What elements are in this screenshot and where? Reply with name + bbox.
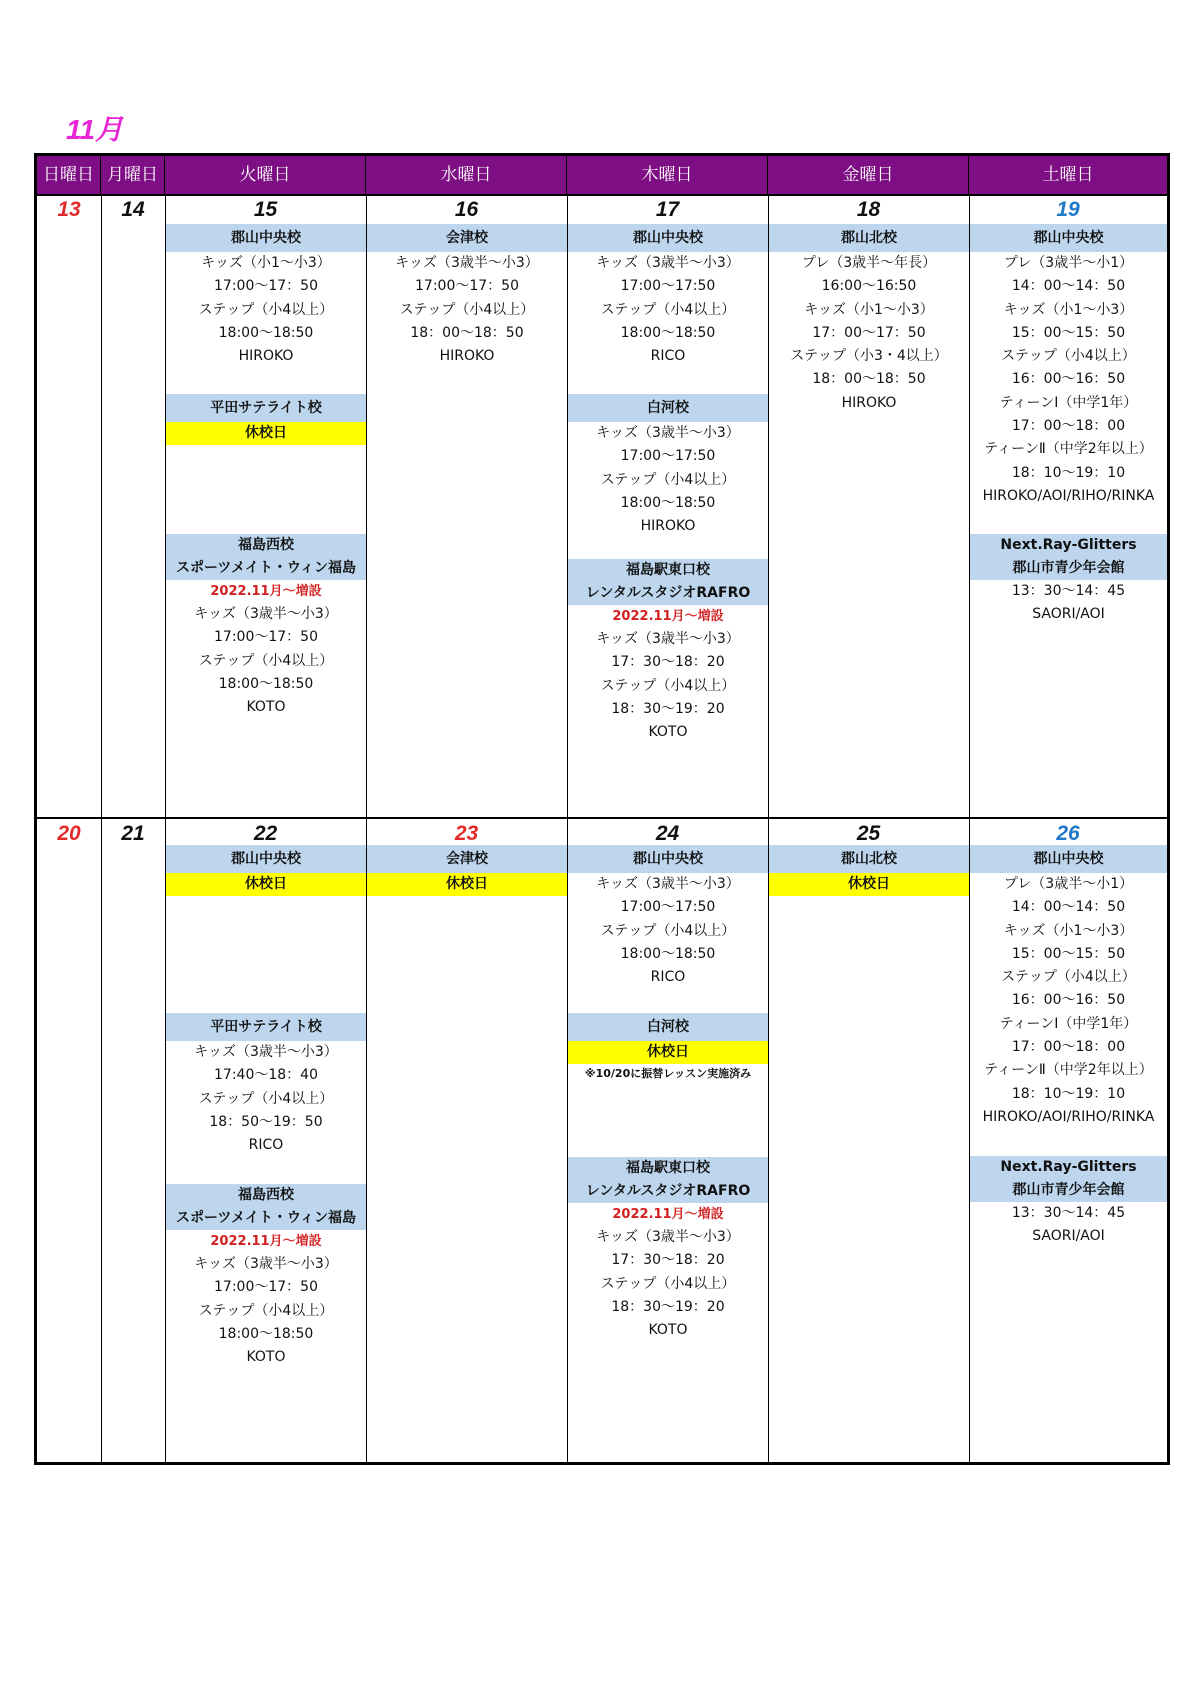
day-number-tue: 15 xyxy=(253,198,278,221)
schedule-line: 17:00～17:50 xyxy=(620,448,716,465)
school-name xyxy=(166,1013,366,1041)
schedule-line: SAORI/AOI xyxy=(1032,606,1105,623)
school-name-line: Next.Ray-Glitters xyxy=(1000,537,1137,553)
class-block xyxy=(166,534,366,719)
day-number-sat: 26 xyxy=(1056,822,1080,845)
schedule-line: RICO xyxy=(650,969,686,986)
month-title: 11月 xyxy=(66,114,124,145)
school-name xyxy=(970,845,1167,873)
schedule-line: HIROKO xyxy=(439,348,495,365)
weekday-header xyxy=(37,156,1167,196)
schedule-line: 15：00～15：50 xyxy=(1011,945,1126,962)
schedule-line: 17:00～17：50 xyxy=(214,278,318,295)
school-name xyxy=(568,1157,768,1203)
school-name-line: 郡山中央校 xyxy=(633,850,703,867)
school-name-line: 福島駅東口校 xyxy=(626,562,710,578)
makeup-note: ※10/20に振替レッスン実施済み xyxy=(584,1067,752,1080)
schedule-line: キッズ（3歳半～小3） xyxy=(596,1229,740,1245)
schedule-line: SAORI/AOI xyxy=(1032,1228,1105,1245)
school-name-line: 福島駅東口校 xyxy=(626,1160,710,1176)
schedule-line: 17:00～17:50 xyxy=(620,899,716,916)
class-block xyxy=(568,1157,768,1342)
school-name-line: 福島西校 xyxy=(238,537,294,553)
school-name xyxy=(367,845,567,873)
schedule-line: キッズ（小1～小3） xyxy=(1003,922,1134,939)
school-name xyxy=(568,845,768,873)
school-name xyxy=(769,224,969,252)
weekday-thu: 木曜日 xyxy=(567,156,768,194)
day-number-sat: 19 xyxy=(1056,198,1080,221)
day-number-wed: 16 xyxy=(454,198,479,221)
day-number-sun: 20 xyxy=(57,822,81,845)
schedule-line: 18：10～19：10 xyxy=(1011,464,1126,481)
school-name-line: 郡山中央校 xyxy=(231,850,301,867)
schedule-line: KOTO xyxy=(648,1322,688,1339)
school-name xyxy=(166,845,366,873)
day-number-wed-holiday: 23 xyxy=(454,822,479,845)
schedule-line: キッズ（3歳半～小3） xyxy=(194,1256,338,1272)
school-name-line: 会津校 xyxy=(446,850,488,867)
school-name-line: 郡山市青少年会館 xyxy=(1012,1182,1125,1198)
school-name-line: 平田サテライト校 xyxy=(210,399,322,416)
schedule-line: キッズ（3歳半～小3） xyxy=(395,255,539,271)
schedule-line: ステップ（小4以上） xyxy=(600,677,736,694)
class-block xyxy=(166,845,366,896)
school-name-line: 福島西校 xyxy=(238,1187,294,1203)
school-name-line: 白河校 xyxy=(647,399,689,416)
day-number-thu: 24 xyxy=(655,822,680,845)
class-block xyxy=(166,224,366,368)
school-name xyxy=(970,224,1167,252)
schedule-line: キッズ（小1～小3） xyxy=(201,255,331,271)
school-name-line: 郡山中央校 xyxy=(633,229,703,246)
day-number-sun: 13 xyxy=(57,198,81,221)
schedule-line: ステップ（小4以上） xyxy=(600,471,736,488)
schedule-line: ステップ（小4以上） xyxy=(198,1302,334,1319)
schedule-line: HIROKO/AOI/RIHO/RINKA xyxy=(982,1108,1155,1125)
school-name xyxy=(367,224,567,252)
schedule-line: 16:00～16:50 xyxy=(821,278,917,295)
school-name-line: Next.Ray-Glitters xyxy=(1000,1159,1137,1175)
weekday-tue: 火曜日 xyxy=(165,156,366,194)
schedule-line: ステップ（小4以上） xyxy=(198,301,334,318)
schedule-line: キッズ（3歳半～小3） xyxy=(596,255,740,271)
schedule-line: キッズ（小1～小3） xyxy=(1003,301,1134,318)
schedule-line: 18：00～18：50 xyxy=(410,324,524,341)
class-block xyxy=(970,224,1167,508)
schedule-line: 18:00～18:50 xyxy=(620,945,716,962)
schedule-line: 17：00～18：00 xyxy=(1011,418,1126,435)
schedule-line: 18:00～18:50 xyxy=(218,324,314,341)
school-name-line: 白河校 xyxy=(647,1018,689,1035)
school-name-line: レンタルスタジオRAFRO xyxy=(585,1183,751,1199)
class-block xyxy=(367,845,567,896)
schedule-line: RICO xyxy=(650,348,686,365)
schedule-line: 17：30～18：20 xyxy=(611,654,725,671)
closed-badge: 休校日 xyxy=(166,873,366,896)
schedule-line: ティーンⅠ（中学1年） xyxy=(999,394,1138,411)
schedule-line: RICO xyxy=(248,1137,284,1154)
school-name-line: 郡山北校 xyxy=(841,229,897,246)
schedule-line: キッズ（3歳半～小3） xyxy=(194,1044,338,1060)
schedule-line: キッズ（3歳半～小3） xyxy=(194,606,338,622)
schedule-line: 16：00～16：50 xyxy=(1011,371,1126,388)
schedule-line: 13：30～14：45 xyxy=(1011,583,1126,599)
schedule-line: キッズ（3歳半～小3） xyxy=(596,425,740,441)
schedule-line: ティーンⅡ（中学2年以上） xyxy=(984,1062,1153,1079)
schedule-line: 14：00～14：50 xyxy=(1011,899,1126,916)
schedule-line: プレ（3歳半～年長） xyxy=(801,255,937,271)
day-number-thu: 17 xyxy=(655,198,680,221)
schedule-line: 17:00～17：50 xyxy=(214,629,318,646)
class-block xyxy=(970,845,1167,1129)
schedule-line: 14：00～14：50 xyxy=(1011,278,1126,295)
day-number-fri: 25 xyxy=(856,822,881,845)
weekday-sat: 土曜日 xyxy=(1042,165,1094,185)
weekday-sun: 日曜日 xyxy=(37,156,101,194)
schedule-line: 18:00～18:50 xyxy=(620,494,716,511)
day-number-mon: 21 xyxy=(121,822,145,845)
class-block xyxy=(568,394,768,538)
closed-badge: 休校日 xyxy=(367,873,567,896)
schedule-line: HIROKO/AOI/RIHO/RINKA xyxy=(982,487,1155,504)
schedule-line: HIROKO xyxy=(841,394,897,411)
schedule-line: ステップ（小3・4以上） xyxy=(790,348,948,365)
school-name xyxy=(166,224,366,252)
weekday-fri: 金曜日 xyxy=(768,156,969,194)
schedule-line: ステップ（小4以上） xyxy=(600,1275,736,1292)
schedule-line: ステップ（小4以上） xyxy=(198,1090,334,1107)
school-name xyxy=(568,394,768,422)
schedule-line: プレ（3歳半～小1） xyxy=(1003,876,1134,892)
class-block xyxy=(166,1013,366,1157)
school-name xyxy=(970,1156,1167,1202)
school-name xyxy=(568,224,768,252)
class-block xyxy=(568,559,768,744)
school-name-line: 郡山中央校 xyxy=(1033,229,1104,246)
schedule-line: 18:00～18:50 xyxy=(218,1325,314,1342)
class-block xyxy=(769,845,969,896)
schedule-line: HIROKO xyxy=(640,518,696,535)
class-block xyxy=(568,1013,768,1084)
class-block xyxy=(166,394,366,445)
class-block xyxy=(970,534,1167,627)
school-name xyxy=(166,394,366,422)
week-divider xyxy=(37,817,1167,819)
schedule-line: 17：30～18：20 xyxy=(611,1252,725,1269)
class-block xyxy=(769,224,969,415)
schedule-line: 17：00～18：00 xyxy=(1011,1039,1126,1056)
school-name xyxy=(166,534,366,580)
closed-badge: 休校日 xyxy=(769,873,969,896)
school-name xyxy=(166,1184,366,1230)
class-block xyxy=(568,845,768,989)
school-name-line: 郡山北校 xyxy=(841,850,897,867)
schedule-line: 18:00～18:50 xyxy=(620,324,716,341)
class-block xyxy=(568,224,768,368)
weekday-mon: 月曜日 xyxy=(101,156,165,194)
school-name-line: 平田サテライト校 xyxy=(210,1018,322,1035)
closed-badge: 休校日 xyxy=(166,422,366,445)
school-name xyxy=(970,534,1167,580)
day-number-mon: 14 xyxy=(121,198,145,221)
school-name-line: 郡山中央校 xyxy=(231,229,301,246)
schedule-line: ステップ（小4以上） xyxy=(198,652,334,669)
new-location-note: 2022.11月～増設 xyxy=(612,609,724,624)
school-name-line: スポーツメイト・ウィン福島 xyxy=(175,1210,357,1226)
new-location-note: 2022.11月～増設 xyxy=(210,1234,322,1249)
school-name-line: 会津校 xyxy=(446,229,488,246)
schedule-line: 17:00～17:50 xyxy=(620,278,716,295)
school-name-line: 郡山中央校 xyxy=(1033,850,1104,867)
new-location-note: 2022.11月～増設 xyxy=(210,584,322,599)
schedule-line: キッズ（3歳半～小3） xyxy=(596,876,740,892)
calendar-table xyxy=(34,153,1170,1465)
schedule-line: 17:40～18：40 xyxy=(214,1067,318,1084)
schedule-line: 17：00～17：50 xyxy=(812,324,926,341)
school-name-line: レンタルスタジオRAFRO xyxy=(585,585,751,601)
schedule-line: 18：10～19：10 xyxy=(1011,1085,1126,1102)
closed-badge: 休校日 xyxy=(568,1041,768,1064)
schedule-line: KOTO xyxy=(246,1349,286,1366)
schedule-line: キッズ（小1～小3） xyxy=(804,301,934,318)
school-name-line: 郡山市青少年会館 xyxy=(1012,560,1125,576)
schedule-line: KOTO xyxy=(648,724,688,741)
schedule-line: プレ（3歳半～小1） xyxy=(1003,255,1134,271)
school-name xyxy=(568,559,768,605)
day-number-tue: 22 xyxy=(253,822,278,845)
schedule-line: 17:00～17：50 xyxy=(214,1279,318,1296)
school-name xyxy=(769,845,969,873)
class-block xyxy=(970,1156,1167,1249)
schedule-line: ステップ（小4以上） xyxy=(1001,348,1136,365)
schedule-line: 15：00～15：50 xyxy=(1011,324,1126,341)
schedule-line: ステップ（小4以上） xyxy=(600,301,736,318)
schedule-line: 16：00～16：50 xyxy=(1011,992,1126,1009)
day-number-fri: 18 xyxy=(856,198,881,221)
schedule-line: ステップ（小4以上） xyxy=(600,922,736,939)
schedule-line: HIROKO xyxy=(238,348,294,365)
weekday-wed: 水曜日 xyxy=(366,156,567,194)
class-block xyxy=(367,224,567,368)
schedule-line: 13：30～14：45 xyxy=(1011,1205,1126,1221)
schedule-line: 17:00～17：50 xyxy=(415,278,519,295)
schedule-line: ステップ（小4以上） xyxy=(1001,969,1136,986)
schedule-line: 18:00～18:50 xyxy=(218,675,314,692)
schedule-line: ステップ（小4以上） xyxy=(399,301,535,318)
schedule-line: ティーンⅠ（中学1年） xyxy=(999,1015,1138,1032)
schedule-line: 18：30～19：20 xyxy=(611,700,725,717)
schedule-line: 18：50～19：50 xyxy=(209,1113,323,1130)
class-block xyxy=(166,1184,366,1369)
schedule-line: ティーンⅡ（中学2年以上） xyxy=(984,441,1153,458)
school-name xyxy=(568,1013,768,1041)
schedule-line: KOTO xyxy=(246,699,286,716)
school-name-line: スポーツメイト・ウィン福島 xyxy=(175,560,357,576)
schedule-line: 18：00～18：50 xyxy=(812,371,926,388)
schedule-line: キッズ（3歳半～小3） xyxy=(596,631,740,647)
new-location-note: 2022.11月～増設 xyxy=(612,1207,724,1222)
schedule-line: 18：30～19：20 xyxy=(611,1298,725,1315)
